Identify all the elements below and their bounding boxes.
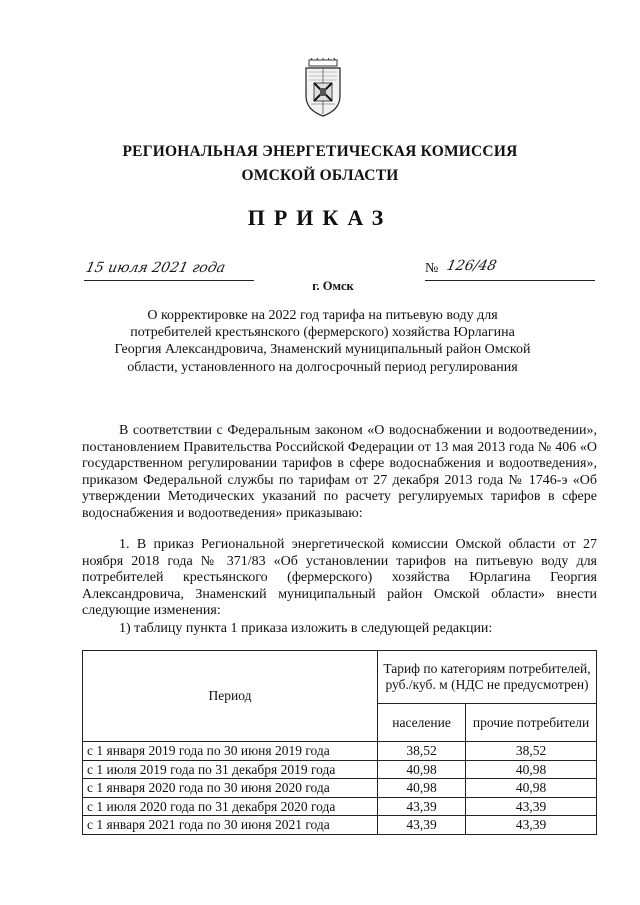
organization-name-line2: ОМСКОЙ ОБЛАСТИ [241,167,399,184]
cell-other: 43,39 [466,816,597,835]
cell-other: 43,39 [466,797,597,816]
city-line [0,279,640,294]
cell-period: с 1 июля 2019 года по 31 декабря 2019 года [83,760,378,779]
table-row [83,742,597,761]
cell-period: с 1 января 2021 года по 30 июня 2021 года [83,816,378,835]
paragraph-subitem-1: 1) таблицу пункта 1 приказа изложить в следующей редакции: [119,621,493,636]
table-row [83,779,597,798]
organization-name-line1: РЕГИОНАЛЬНАЯ ЭНЕРГЕТИЧЕСКАЯ КОМИССИЯ [122,143,518,160]
table-row [83,816,597,835]
document-type: ПРИКАЗ [247,205,393,230]
cell-population: 43,39 [378,797,466,816]
number-sign: № [425,261,439,276]
cell-other: 38,52 [466,742,597,761]
paragraph-item-1: 1. В приказ Региональной энергетической комиссии Омской области от 27 ноября 2018 года № 371/83 «Об установлении тарифов на питьевую воду для потребителей крестьянского (фермерского) хозяйства Юрлагина Георгия Александровича, Знаменский муниципальный район Омской области» внести следующие изменения: [82,537,597,619]
cell-population: 40,98 [378,779,466,798]
tariff-table [82,650,597,835]
table-row [83,797,597,816]
table-header-row [83,651,597,704]
header-period: Период [83,651,378,742]
cell-other: 40,98 [466,760,597,779]
omsk-coat-of-arms-icon [303,58,343,118]
cell-other: 40,98 [466,779,597,798]
date-field [84,260,254,281]
cell-population: 38,52 [378,742,466,761]
paragraph-preamble: В соответствии с Федеральным законом «О водоснабжении и водоотведении», постановлением Правительства Российской Федерации от 13 мая 2013 года № 406 «О государственном регулировании тарифов в сфере водоснабжения и водоотведения», приказом Федеральной службы по тарифам от 27 декабря 2013 года № 1746-э «Об утверждении Методических указаний по расчету регулируемых тарифов в сфере водоснабжения и водоотведения» приказываю: [82,423,597,521]
date-handwritten: 15 июля 2021 года [84,260,227,276]
table-row [83,760,597,779]
city: г. Омск [312,279,354,293]
cell-population: 40,98 [378,760,466,779]
cell-period: с 1 января 2019 года по 30 июня 2019 года [83,742,378,761]
document-title: О корректировке на 2022 год тарифа на питьевую воду для потребителей крестьянского (фермерского) хозяйства Юрлагина Георгия Александровича, Знаменский муниципальный район Омской области, установленного на долгосрочный период регулирования [114,308,531,375]
number-handwritten: 126/48 [445,258,498,274]
header-tariff-group: Тариф по категориям потребителей, руб./куб. м (НДС не предусмотрен) [378,651,597,704]
header-population: население [378,703,466,741]
number-field [425,260,595,281]
cell-period: с 1 января 2020 года по 30 июня 2020 года [83,779,378,798]
cell-population: 43,39 [378,816,466,835]
header-other-consumers: прочие потребители [466,703,597,741]
cell-period: с 1 июля 2020 года по 31 декабря 2020 года [83,797,378,816]
